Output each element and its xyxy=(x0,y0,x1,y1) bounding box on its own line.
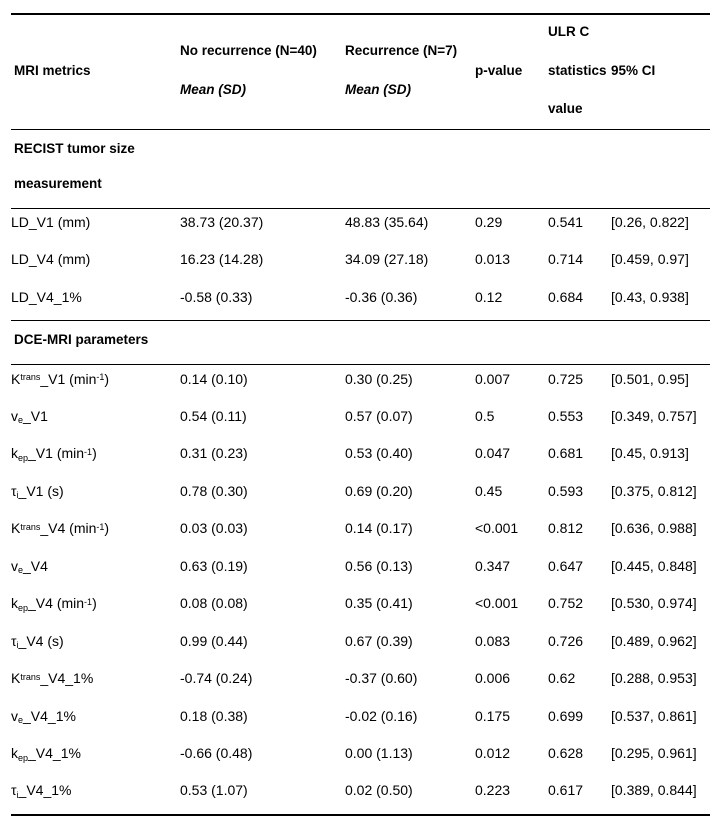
metric-row xyxy=(11,440,710,478)
p-value: 0.013 xyxy=(475,251,511,268)
no-recurrence-value: 16.23 (14.28) xyxy=(180,251,264,268)
no-recurrence-value: 0.99 (0.44) xyxy=(180,632,248,649)
recurrence-value: 48.83 (35.64) xyxy=(345,214,429,230)
ci-value: [0.295, 0.961] xyxy=(611,745,697,762)
recurrence-value: 0.67 (0.39) xyxy=(345,632,413,649)
metric-row xyxy=(11,777,710,815)
no-recurrence-value: 0.53 (1.07) xyxy=(180,782,248,799)
c-statistic-value: 0.699 xyxy=(548,707,584,724)
metric-label: $v_e\_V4\_1\%$ xyxy=(11,707,76,726)
ci-value: [0.501, 0.95] xyxy=(611,370,689,387)
no-recurrence-value: 0.63 (0.19) xyxy=(180,557,248,574)
p-value: 0.347 xyxy=(475,557,511,574)
ulr-c-label-line3: value xyxy=(548,101,583,117)
ci-value: [0.530, 0.974] xyxy=(611,595,697,612)
no-recurrence-mean-sd-label: Mean (SD) xyxy=(180,81,247,97)
ci-value: [0.537, 0.861] xyxy=(611,707,697,724)
recurrence-value: 0.56 (0.13) xyxy=(345,557,413,574)
p-value: 0.083 xyxy=(475,632,511,649)
c-statistic-value: 0.628 xyxy=(548,745,584,762)
section-header-row xyxy=(11,129,710,208)
c-statistic-value: 0.553 xyxy=(548,407,584,424)
p-value: 0.29 xyxy=(475,214,503,230)
no-recurrence-value: 0.03 (0.03) xyxy=(180,520,248,537)
metric-row xyxy=(11,627,710,665)
recurrence-value: -0.36 (0.36) xyxy=(345,288,418,305)
metric-label: $v_e\_V4$ xyxy=(11,557,48,576)
p-value-label: p-value xyxy=(475,62,523,78)
recurrence-value: 34.09 (27.18) xyxy=(345,251,429,268)
recurrence-value: 0.02 (0.50) xyxy=(345,782,413,799)
metric-label: $\tau_i\_V1$ (s) xyxy=(11,482,64,501)
metric-label: LD_V1 (mm) xyxy=(11,214,91,230)
metric-row xyxy=(11,590,710,628)
no-recurrence-value: -0.66 (0.48) xyxy=(180,745,253,762)
metric-row xyxy=(11,665,710,703)
c-statistic-value: 0.684 xyxy=(548,288,584,305)
header-row xyxy=(11,14,710,129)
no-recurrence-value: 0.54 (0.11) xyxy=(180,407,247,424)
c-statistic-value: 0.593 xyxy=(548,482,584,499)
no-recurrence-value: -0.58 (0.33) xyxy=(180,288,253,305)
metric-row xyxy=(11,283,710,321)
header-no-recurrence xyxy=(180,14,345,129)
metric-row xyxy=(11,365,710,403)
metric-label: $k_{ep}\_V4$ $(\min^{-1})$ xyxy=(11,595,97,613)
recurrence-value: 0.69 (0.20) xyxy=(345,482,413,499)
section-title xyxy=(11,129,710,208)
ci-label: 95% CI xyxy=(611,62,656,78)
p-value: <0.001 xyxy=(475,520,519,537)
ci-value: [0.489, 0.962] xyxy=(611,632,697,649)
recurrence-value: -0.37 (0.60) xyxy=(345,670,418,687)
recurrence-value: 0.57 (0.07) xyxy=(345,407,413,424)
c-statistic-value: 0.681 xyxy=(548,445,584,462)
metric-row xyxy=(11,740,710,778)
ulr-c-label-line2: statistics xyxy=(548,62,607,78)
metric-row xyxy=(11,246,710,284)
no-recurrence-value: 0.08 (0.08) xyxy=(180,595,248,612)
p-value: 0.012 xyxy=(475,745,511,762)
no-recurrence-value: 0.78 (0.30) xyxy=(180,482,248,499)
ci-value: [0.389, 0.844] xyxy=(611,782,697,799)
no-recurrence-value: 0.18 (0.38) xyxy=(180,707,248,724)
no-recurrence-value: -0.74 (0.24) xyxy=(180,670,253,687)
c-statistic-value: 0.752 xyxy=(548,595,584,612)
recurrence-value: -0.02 (0.16) xyxy=(345,707,418,724)
metric-label: $k_{ep}\_V1$ $(\min^{-1})$ xyxy=(11,445,97,463)
metric-label: $k_{ep}\_V4\_1\%$ xyxy=(11,745,81,763)
metric-row xyxy=(11,702,710,740)
ci-value: [0.43, 0.938] xyxy=(611,288,689,305)
c-statistic-value: 0.62 xyxy=(548,670,576,687)
recurrence-mean-sd-label: Mean (SD) xyxy=(345,81,412,97)
metric-label: $\tau_i\_V4$ (s) xyxy=(11,632,64,651)
section-header-row xyxy=(11,321,710,365)
p-value: <0.001 xyxy=(475,595,519,612)
section-title-text: RECIST tumor size measurement xyxy=(14,140,135,191)
table-body xyxy=(11,129,710,815)
ci-value: [0.636, 0.988] xyxy=(611,520,697,537)
p-value: 0.047 xyxy=(475,445,511,462)
c-statistic-value: 0.617 xyxy=(548,782,584,799)
header-ulr-c-statistics xyxy=(548,14,611,129)
table-header xyxy=(11,14,710,129)
section-title xyxy=(11,321,710,365)
section-title-text: DCE-MRI parameters xyxy=(14,332,149,347)
ci-value: [0.445, 0.848] xyxy=(611,557,697,574)
mri-metrics-label: MRI metrics xyxy=(14,62,91,78)
metric-row xyxy=(11,515,710,553)
c-statistic-value: 0.726 xyxy=(548,632,584,649)
recurrence-value: 0.00 (1.13) xyxy=(345,745,413,762)
p-value: 0.223 xyxy=(475,782,511,799)
no-recurrence-value: 0.31 (0.23) xyxy=(180,445,248,462)
header-recurrence xyxy=(345,14,475,129)
metric-row xyxy=(11,477,710,515)
no-recurrence-title: No recurrence (N=40) xyxy=(180,43,317,59)
p-value: 0.45 xyxy=(475,482,503,499)
metric-row xyxy=(11,208,710,246)
no-recurrence-value: 38.73 (20.37) xyxy=(180,214,264,230)
metric-row xyxy=(11,402,710,440)
c-statistic-value: 0.714 xyxy=(548,251,584,268)
metric-label: LD_V4_1% xyxy=(11,288,82,305)
recurrence-value: 0.53 (0.40) xyxy=(345,445,413,462)
metric-label: $K^{trans}\_V4\_1\%$ xyxy=(11,670,94,687)
results-table xyxy=(11,13,710,816)
recurrence-value: 0.30 (0.25) xyxy=(345,370,413,387)
header-mri-metrics xyxy=(11,14,180,129)
c-statistic-value: 0.541 xyxy=(548,214,584,230)
recurrence-title: Recurrence (N=7) xyxy=(345,43,458,59)
p-value: 0.175 xyxy=(475,707,511,724)
metric-label: $K^{trans}\_V4$ $(\min^{-1})$ xyxy=(11,520,110,537)
header-p-value xyxy=(475,14,548,129)
c-statistic-value: 0.812 xyxy=(548,520,584,537)
header-95-ci xyxy=(611,14,710,129)
ci-value: [0.375, 0.812] xyxy=(611,482,697,499)
recurrence-value: 0.35 (0.41) xyxy=(345,595,413,612)
metric-label: $\tau_i\_V4\_1\%$ xyxy=(11,782,72,800)
ci-value: [0.288, 0.953] xyxy=(611,670,697,687)
metric-row xyxy=(11,552,710,590)
p-value: 0.12 xyxy=(475,288,503,305)
p-value: 0.007 xyxy=(475,370,511,387)
metric-label: $v_e\_V1$ xyxy=(11,407,48,426)
metric-label: LD_V4 (mm) xyxy=(11,251,91,268)
ci-value: [0.349, 0.757] xyxy=(611,407,697,424)
no-recurrence-value: 0.14 (0.10) xyxy=(180,370,248,387)
c-statistic-value: 0.725 xyxy=(548,370,584,387)
p-value: 0.006 xyxy=(475,670,511,687)
c-statistic-value: 0.647 xyxy=(548,557,584,574)
ci-value: [0.45, 0.913] xyxy=(611,445,689,462)
ci-value: [0.26, 0.822] xyxy=(611,214,689,230)
recurrence-value: 0.14 (0.17) xyxy=(345,520,413,537)
p-value: 0.5 xyxy=(475,407,495,424)
ulr-c-label-line1: ULR C xyxy=(548,24,590,39)
ci-value: [0.459, 0.97] xyxy=(611,251,689,268)
metric-label: $K^{trans}\_V1$ $(\min^{-1})$ xyxy=(11,370,110,387)
